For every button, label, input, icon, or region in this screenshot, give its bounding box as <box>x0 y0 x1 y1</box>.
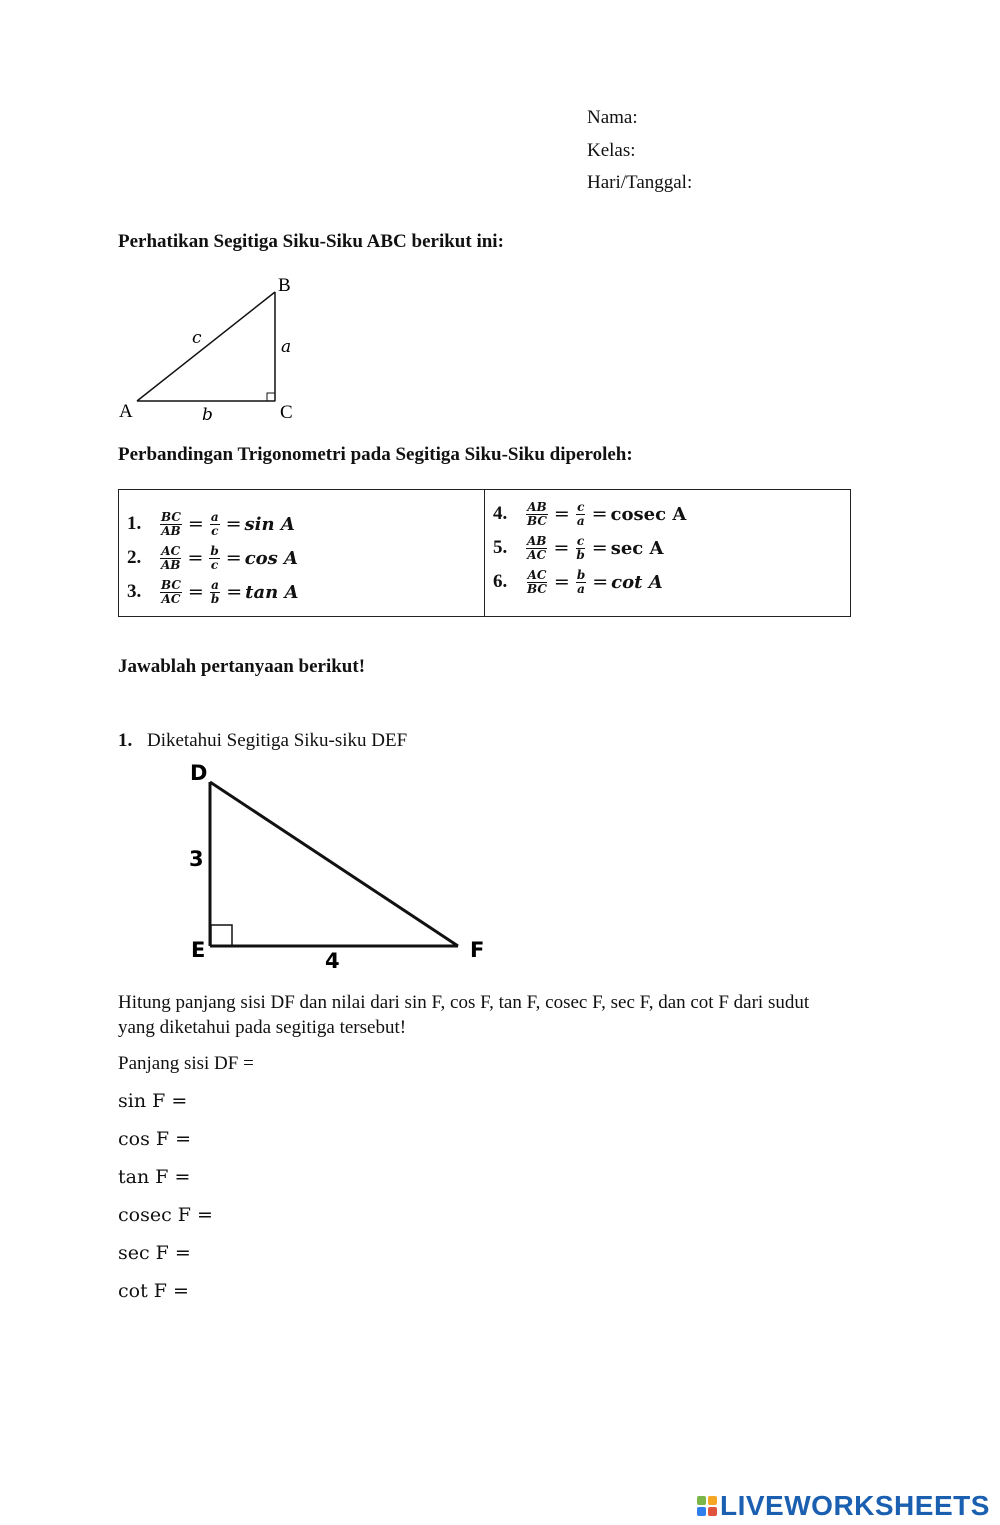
formula-number: 6. <box>493 571 508 592</box>
frac-denominator: AB <box>161 557 181 572</box>
equals-sign: = <box>591 537 608 559</box>
answer-df[interactable]: Panjang sisi DF = <box>118 1053 254 1074</box>
answer-tan[interactable]: tan F = <box>118 1166 191 1188</box>
frac-numerator: AC <box>527 567 547 582</box>
equals-sign: = <box>226 581 243 603</box>
answer-sin[interactable]: sin F = <box>118 1090 188 1112</box>
trig-function: cot A <box>611 571 663 593</box>
frac-numerator: b <box>210 543 219 558</box>
vertex-a-label: A <box>119 401 133 422</box>
frac-denominator: BC <box>527 513 547 528</box>
instruction-line-2: yang diketahui pada segitiga tersebut! <box>118 1017 407 1038</box>
frac-numerator: b <box>576 567 586 582</box>
formula-number: 1. <box>127 513 142 534</box>
frac-denominator: c <box>211 523 219 538</box>
formula-row <box>493 497 850 531</box>
side-de-length: 3 <box>189 847 204 871</box>
triangle-def-diagram <box>180 758 500 978</box>
formula-row <box>493 531 850 565</box>
equals-sign: = <box>553 503 570 525</box>
intro-heading: Perhatikan Segitiga Siku-Siku ABC berikut ini: <box>118 231 504 252</box>
answer-cos[interactable]: cos F = <box>118 1128 192 1150</box>
logo-text: LIVEWORKSHEETS <box>720 1490 990 1521</box>
frac-denominator: BC <box>527 581 547 596</box>
trig-function: tan A <box>245 581 299 603</box>
side-c-label: c <box>192 328 202 348</box>
equals-sign: = <box>553 571 570 593</box>
equals-sign: = <box>187 547 204 569</box>
side-c-line <box>137 292 275 401</box>
trig-function: sin A <box>244 513 295 535</box>
question-text: Diketahui Segitiga Siku-siku DEF <box>147 730 408 751</box>
vertex-b-label: B <box>278 275 291 296</box>
right-angle-mark <box>267 393 275 401</box>
equals-sign: = <box>187 513 204 535</box>
equals-sign: = <box>225 513 242 535</box>
frac-denominator: AC <box>527 547 547 562</box>
formula-cell-left <box>119 490 485 617</box>
formula-row <box>127 575 484 609</box>
frac-denominator: AB <box>161 523 181 538</box>
formula-row <box>127 541 484 575</box>
vertex-f-label: F <box>470 938 485 962</box>
vertex-c-label: C <box>280 402 293 423</box>
side-ef-length: 4 <box>325 949 340 973</box>
side-b-label: b <box>202 405 213 425</box>
vertex-e-label: E <box>191 938 206 962</box>
frac-denominator: c <box>210 557 219 572</box>
formula-number: 3. <box>127 581 142 602</box>
class-label: Kelas: <box>587 140 636 161</box>
frac-denominator: b <box>576 547 585 562</box>
equals-sign: = <box>592 571 609 593</box>
equals-sign: = <box>591 503 608 525</box>
equals-sign: = <box>553 537 570 559</box>
frac-numerator: a <box>210 509 219 524</box>
frac-numerator: a <box>211 577 219 592</box>
equals-sign: = <box>187 581 204 603</box>
trig-function: sec A <box>610 537 664 559</box>
frac-numerator: BC <box>161 577 181 592</box>
ratios-heading: Perbandingan Trigonometri pada Segitiga Siku-Siku diperoleh: <box>118 444 633 465</box>
frac-denominator: b <box>210 591 220 606</box>
formula-row <box>493 565 850 599</box>
task-heading: Jawablah pertanyaan berikut! <box>118 656 366 677</box>
formula-cell-right <box>485 490 851 617</box>
right-angle-mark <box>211 925 232 946</box>
date-label: Hari/Tanggal: <box>587 172 693 193</box>
name-label: Nama: <box>587 107 638 128</box>
formula-number: 2. <box>127 547 142 568</box>
formula-number: 5. <box>493 537 508 558</box>
formula-number: 4. <box>493 503 508 524</box>
logo-mark-icon <box>697 1496 717 1516</box>
trig-function: cos A <box>244 547 299 569</box>
answer-cosec[interactable]: cosec F = <box>118 1204 213 1226</box>
frac-denominator: a <box>577 581 585 596</box>
triangle-abc-diagram <box>110 270 330 430</box>
trig-function: cosec A <box>610 503 687 525</box>
answer-cot[interactable]: cot F = <box>118 1280 189 1302</box>
frac-numerator: AB <box>527 499 547 514</box>
frac-denominator: AC <box>161 591 181 606</box>
side-a-label: a <box>281 337 292 357</box>
frac-numerator: AC <box>161 543 181 558</box>
vertex-d-label: D <box>190 761 208 785</box>
liveworksheets-logo <box>697 1490 990 1522</box>
equals-sign: = <box>225 547 242 569</box>
frac-numerator: AB <box>527 533 547 548</box>
instruction-line-1: Hitung panjang sisi DF dan nilai dari sin F, cos F, tan F, cosec F, sec F, dan cot F dari sudut <box>118 992 810 1013</box>
frac-numerator: c <box>576 533 585 548</box>
frac-numerator: BC <box>161 509 181 524</box>
formula-table <box>118 489 851 617</box>
side-df-line <box>210 782 458 946</box>
frac-denominator: a <box>576 513 585 528</box>
frac-numerator: c <box>577 499 585 514</box>
formula-row <box>127 507 484 541</box>
question-number: 1. <box>118 730 133 751</box>
answer-sec[interactable]: sec F = <box>118 1242 191 1264</box>
